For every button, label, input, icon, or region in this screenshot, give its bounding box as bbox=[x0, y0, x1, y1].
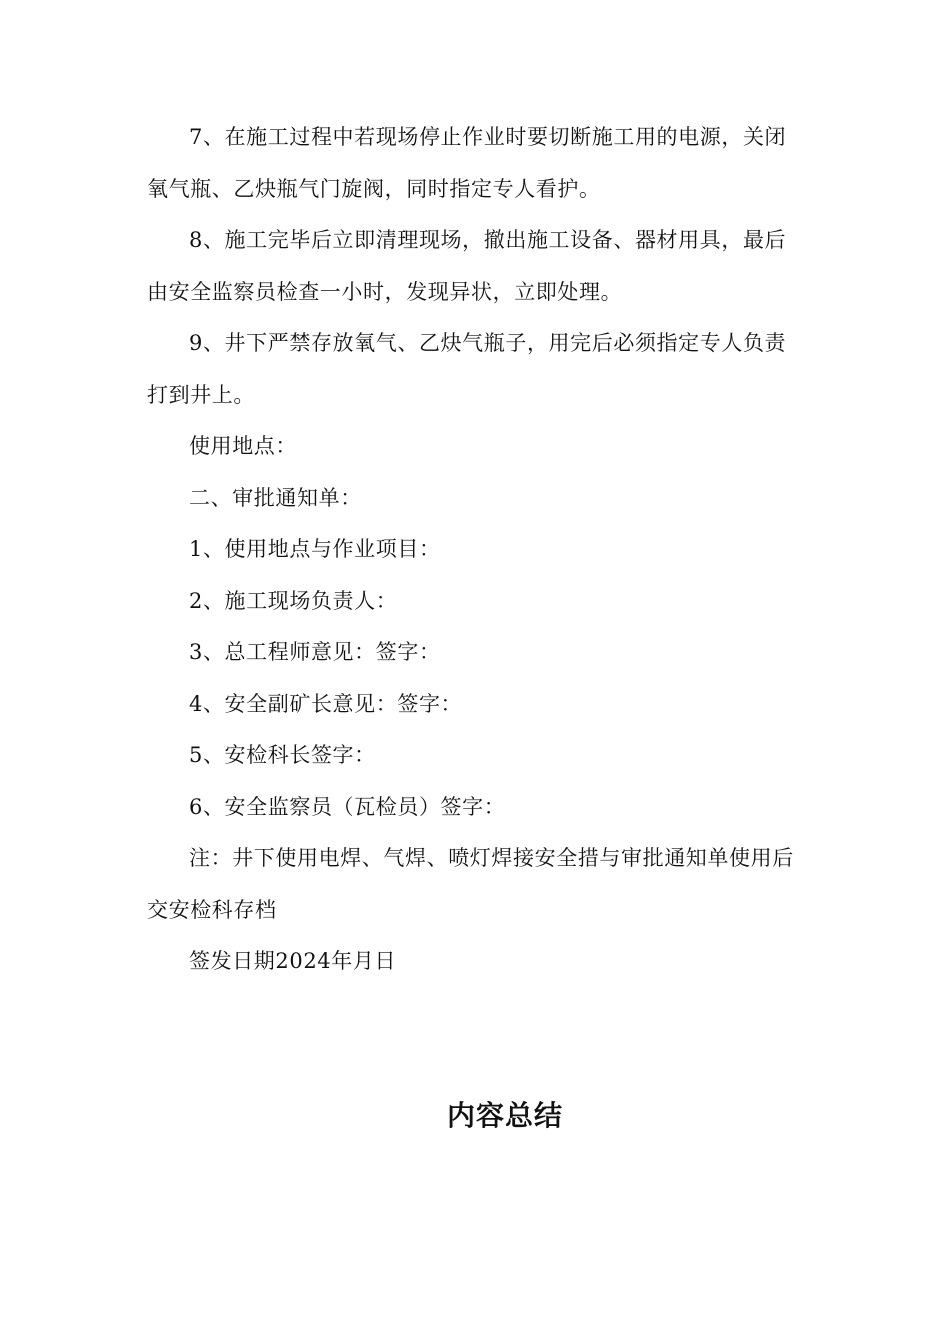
paragraph-item-9: 9、井下严禁存放氧气、乙炔气瓶子，用完后必须指定专人负责打到井上。 bbox=[147, 331, 787, 407]
document-body bbox=[147, 112, 807, 988]
section-heading-approval-notice: 二、审批通知单： bbox=[189, 485, 362, 510]
form-line-deputy-mine-manager: 4、安全副矿长意见：签字： bbox=[189, 691, 463, 716]
issue-date-line: 签发日期2024年月日 bbox=[189, 949, 397, 973]
usage-location-label: 使用地点： bbox=[189, 434, 297, 458]
form-line-safety-inspector: 6、安全监察员（瓦检员）签字： bbox=[189, 794, 506, 819]
form-line-chief-engineer: 3、总工程师意见：签字： bbox=[189, 640, 441, 664]
form-line-site-manager: 2、施工现场负责人： bbox=[189, 588, 398, 613]
form-line-safety-section-chief: 5、安检科长签字： bbox=[189, 743, 376, 767]
paragraph-item-7: 7、在施工过程中若现场停止作业时要切断施工用的电源，关闭氧气瓶、乙炔瓶气门旋阀，同时指定专人看护。 bbox=[147, 125, 787, 201]
paragraph-item-8: 8、施工完毕后立即清理现场，撤出施工设备、器材用具，最后由安全监察员检查一小时，发现异状，立即处理。 bbox=[147, 228, 787, 304]
summary-title: 内容总结 bbox=[446, 1099, 563, 1132]
note-paragraph: 注：井下使用电焊、气焊、喷灯焊接安全措与审批通知单使用后交安检科存档 bbox=[147, 846, 794, 922]
form-line-location-project: 1、使用地点与作业项目： bbox=[189, 537, 441, 561]
